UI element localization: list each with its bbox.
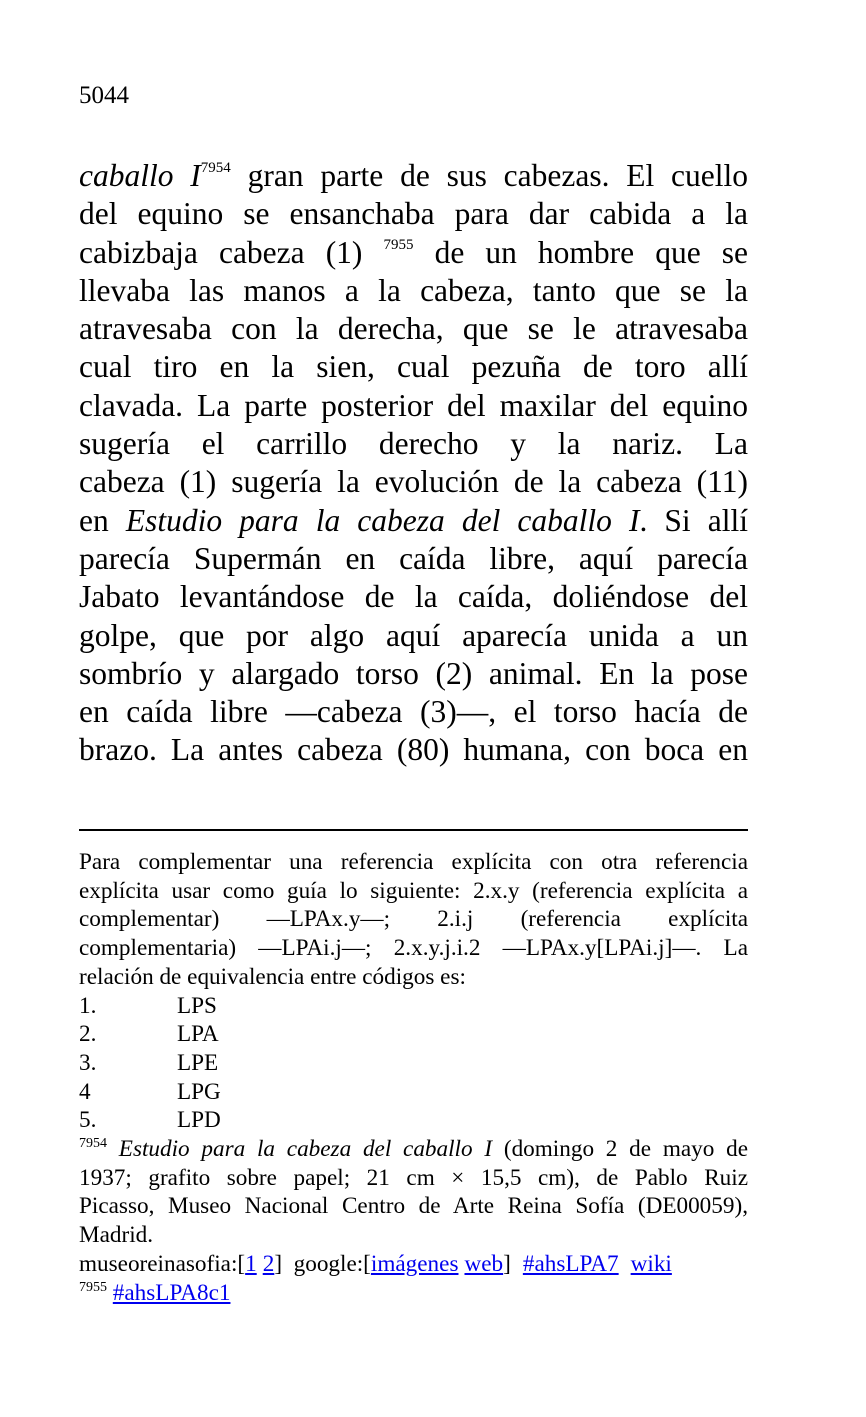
footnote-separator xyxy=(79,829,748,831)
body-line: del equino se ensanchaba para dar cabida a la xyxy=(79,196,748,232)
body-line: golpe, que por algo aquí aparecía unida a un xyxy=(79,617,748,653)
footnote-mark: 7954 xyxy=(79,1136,107,1152)
body-line: llevaba las manos a la cabeza, tanto que se la xyxy=(79,272,748,308)
code-list-item: 1. LPS xyxy=(79,992,217,1019)
museo-link-1[interactable]: 1 xyxy=(245,1250,257,1277)
body-line: parecía Supermán en caída libre, aquí parecía xyxy=(79,540,748,576)
footnotes xyxy=(79,848,748,1307)
body-line: sugería el carrillo derecho y la nariz. La xyxy=(79,426,748,462)
code-list-item: 3. LPE xyxy=(79,1049,219,1076)
body-line: cabizbaja cabeza (1) $^{7955}$ de un hombre que se xyxy=(79,234,748,270)
footnote-ref-7955[interactable]: 7955 xyxy=(383,236,414,253)
body-line: clavada. La parte posterior del maxilar del equino xyxy=(79,387,748,423)
footnote-ref-7954[interactable]: 7954 xyxy=(200,160,231,176)
footnote-intro-line: Para complementar una referencia explícita con otra referencia xyxy=(79,849,748,875)
google-images-link[interactable]: imágenes xyxy=(370,1250,459,1277)
body-line: Jabato levantándose de la caída, doliéndose del xyxy=(79,579,748,615)
footnote-7954-line: Picasso, Museo Nacional Centro de Arte Reina Sofía (DE00059), xyxy=(79,1193,748,1220)
body-line: brazo. La antes cabeza (80) humana, con boca en xyxy=(79,732,748,768)
body-line: en Estudio para la cabeza del caballo I. Si allí xyxy=(79,502,748,538)
wiki-link[interactable]: wiki xyxy=(630,1250,672,1277)
museo-link-2[interactable]: 2 xyxy=(262,1250,275,1277)
body-line: caballo $I^{7954}$ gran parte de sus cabezas. El cuello xyxy=(79,158,749,193)
ahs-lpa8c1-link[interactable]: #ahsLPA8c1 xyxy=(112,1279,231,1306)
footnote-intro-line: complementar) —LPAx.y—; 2.i.j (referencia explícita xyxy=(79,906,748,933)
ahs-lpa7-link[interactable]: #ahsLPA7 xyxy=(522,1250,619,1277)
footnote-intro-line: relación de equivalencia entre códigos es: xyxy=(79,963,466,990)
code-list-item: 2. LPA xyxy=(79,1021,219,1048)
code-list-item: 4 LPG xyxy=(79,1078,221,1105)
body-line: en caída libre —cabeza (3)—, el torso hacía de xyxy=(79,694,748,730)
footnote-7954: $^{7954}$ Estudio para la cabeza del caballo I (domingo 2 de mayo de xyxy=(79,1136,748,1163)
body-text xyxy=(79,157,748,770)
footnote-mark: 7955 xyxy=(79,1279,107,1295)
footnote-7954-links: museoreinasofia:[1 2] google:[imágenes web] #ahsLPA7 wiki xyxy=(79,1250,672,1277)
body-line: sombrío y alargado torso (2) animal. En la pose xyxy=(79,655,748,691)
page-number: 5044 xyxy=(79,82,129,109)
code-list-item: 5. LPD xyxy=(79,1107,221,1134)
footnote-intro-line: explícita usar como guía lo siguiente: 2.x.y (referencia explícita a xyxy=(79,877,748,904)
footnote-7954-line: 1937; grafito sobre papel; 21 cm × 15,5 cm), de Pablo Ruiz xyxy=(79,1164,748,1191)
body-line: atravesaba con la derecha, que se le atravesaba xyxy=(79,311,748,347)
footnote-7954-line: Madrid. xyxy=(79,1222,154,1249)
google-web-link[interactable]: web xyxy=(464,1250,504,1277)
body-line: cual tiro en la sien, cual pezuña de toro allí xyxy=(79,349,748,385)
body-line: cabeza (1) sugería la evolución de la cabeza (11) xyxy=(79,464,748,500)
footnote-7955 xyxy=(79,1279,748,1308)
footnote-intro-line: complementaria) —LPAi.j—; 2.x.y.j.i.2 —LPAx.y[LPAi.j]—. La xyxy=(79,935,748,962)
